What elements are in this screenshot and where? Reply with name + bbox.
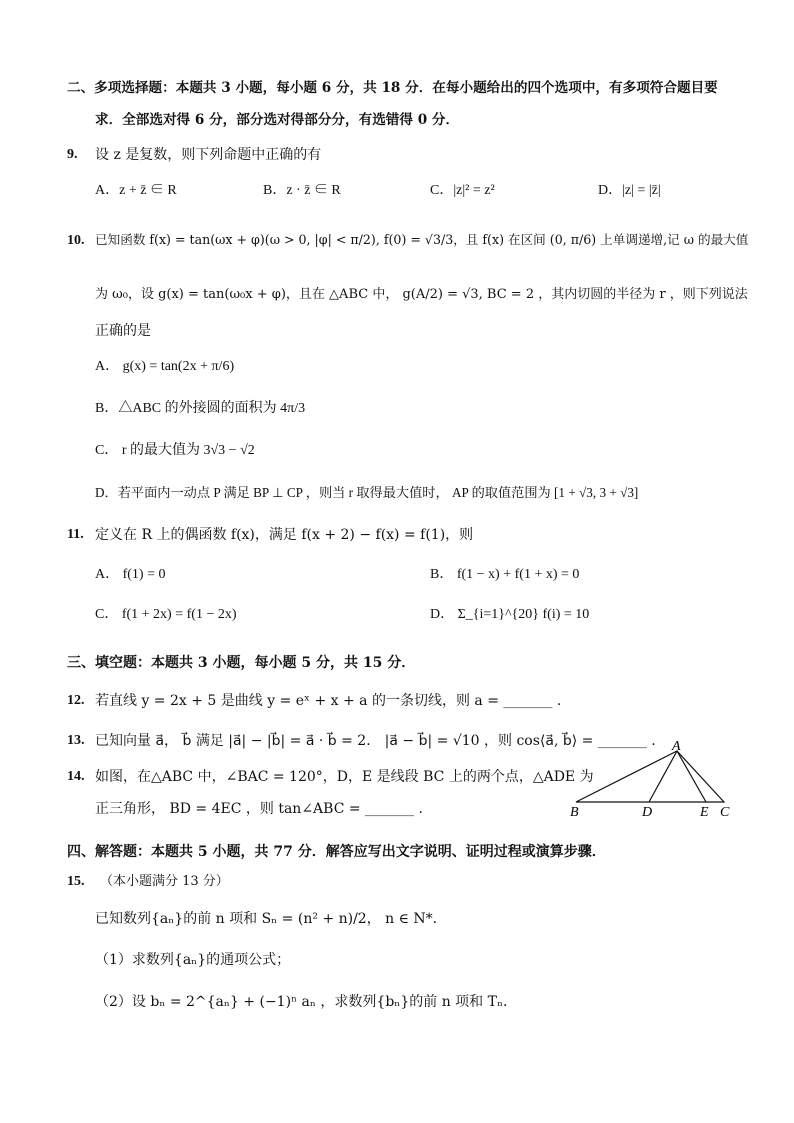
label-c: C bbox=[720, 805, 730, 820]
q14-line1: 如图，在△ABC 中，∠BAC = 120°，D，E 是线段 BC 上的两个点，△ADE 为 bbox=[95, 769, 594, 785]
section3-heading: 三、填空题：本题共 3 小题，每小题 5 分，共 15 分． bbox=[67, 655, 416, 671]
q11-number: 11. bbox=[67, 527, 84, 542]
q9-stem: 设 z 是复数，则下列命题中正确的有 bbox=[95, 147, 322, 163]
section2-heading-cont: 求．全部选对得 6 分，部分选对得部分分，有选错得 0 分． bbox=[95, 112, 460, 128]
q10-stem-line3: 正确的是 bbox=[95, 323, 151, 339]
q13-number: 13. bbox=[67, 733, 85, 748]
q15-score-note: （本小题满分 13 分） bbox=[100, 874, 229, 889]
q11-option-d: D． Σ_{i=1}^{20} f(i) = 10 bbox=[430, 607, 590, 622]
section4-heading: 四、解答题：本题共 5 小题，共 77 分．解答应写出文字说明、证明过程或演算步骤． bbox=[67, 844, 606, 860]
q14-line2: 正三角形， BD = 4EC ，则 tan∠ABC = _______ . bbox=[95, 801, 423, 817]
q14-triangle-figure bbox=[560, 736, 740, 822]
q11-stem: 定义在 R 上的偶函数 f(x)，满足 f(x + 2) − f(x) = f(1)，则 bbox=[95, 527, 474, 543]
q15-stem: 已知数列{aₙ}的前 n 项和 Sₙ = (n² + n)/2， n ∈ N*． bbox=[95, 911, 447, 927]
q13-text: 已知向量 a⃗， b⃗ 满足 |a⃗| − |b⃗| = a⃗ · b⃗ = 2． |a⃗ − b⃗| = √10 ，则 cos⟨a⃗, b⃗⟩ = _______ . bbox=[95, 733, 656, 749]
q9-option-a: A．z + z̄ ∈ R bbox=[95, 183, 177, 198]
q9-option-b: B．z · z̄ ∈ R bbox=[263, 183, 341, 198]
section2-heading: 二、多项选择题：本题共 3 小题，每小题 6 分，共 18 分．在每小题给出的四个选项中，有多项符合题目要 bbox=[67, 80, 718, 96]
q9-number: 9. bbox=[67, 147, 78, 162]
q10-option-c: C． r 的最大值为 3√3 − √2 bbox=[95, 443, 255, 458]
segment-ae bbox=[677, 751, 706, 802]
q12-number: 12. bbox=[67, 693, 85, 708]
q9-option-c: C．|z|² = z² bbox=[430, 183, 495, 198]
q11-option-c: C． f(1 + 2x) = f(1 − 2x) bbox=[95, 607, 237, 622]
label-d: D bbox=[642, 805, 653, 820]
q15-part1: （1）求数列{aₙ}的通项公式； bbox=[95, 952, 291, 968]
q9-option-d: D．|z| = |z̄| bbox=[598, 183, 661, 198]
q11-option-a: A． f(1) = 0 bbox=[95, 567, 166, 582]
q14-number: 14. bbox=[67, 769, 85, 784]
q11-option-b: B． f(1 − x) + f(1 + x) = 0 bbox=[430, 567, 580, 582]
q10-number: 10. bbox=[67, 233, 85, 248]
q10-stem-line1: 已知函数 f(x) = tan(ωx + φ)(ω > 0, |φ| < π/2), f(0) = √3/3，且 f(x) 在区间 (0, π/6) 上单调递增,记 ω 的最大值 bbox=[95, 232, 749, 247]
q10-option-b: B．△ABC 的外接圆的面积为 4π/3 bbox=[95, 401, 306, 416]
q10-option-a: A． g(x) = tan(2x + π/6) bbox=[95, 359, 235, 374]
q10-option-d: D．若平面内一动点 P 满足 BP ⊥ CP ，则当 r 取得最大值时， AP 的取值范围为 [1 + √3, 3 + √3] bbox=[95, 485, 639, 500]
q15-part2: （2）设 bₙ = 2^{aₙ} + (−1)ⁿ aₙ ，求数列{bₙ}的前 n 项和 Tₙ． bbox=[95, 994, 518, 1010]
label-e: E bbox=[700, 805, 709, 820]
q15-number: 15. bbox=[67, 874, 85, 889]
q12-text: 若直线 y = 2x + 5 是曲线 y = eˣ + x + a 的一条切线，则 a = _______ . bbox=[95, 693, 562, 709]
label-b: B bbox=[570, 805, 579, 820]
label-a: A bbox=[672, 739, 681, 754]
q10-stem-line2: 为 ω₀，设 g(x) = tan(ω₀x + φ)，且在 △ABC 中， g(A/2) = √3, BC = 2 ，其内切圆的半径为 r ，则下列说法 bbox=[95, 287, 748, 302]
